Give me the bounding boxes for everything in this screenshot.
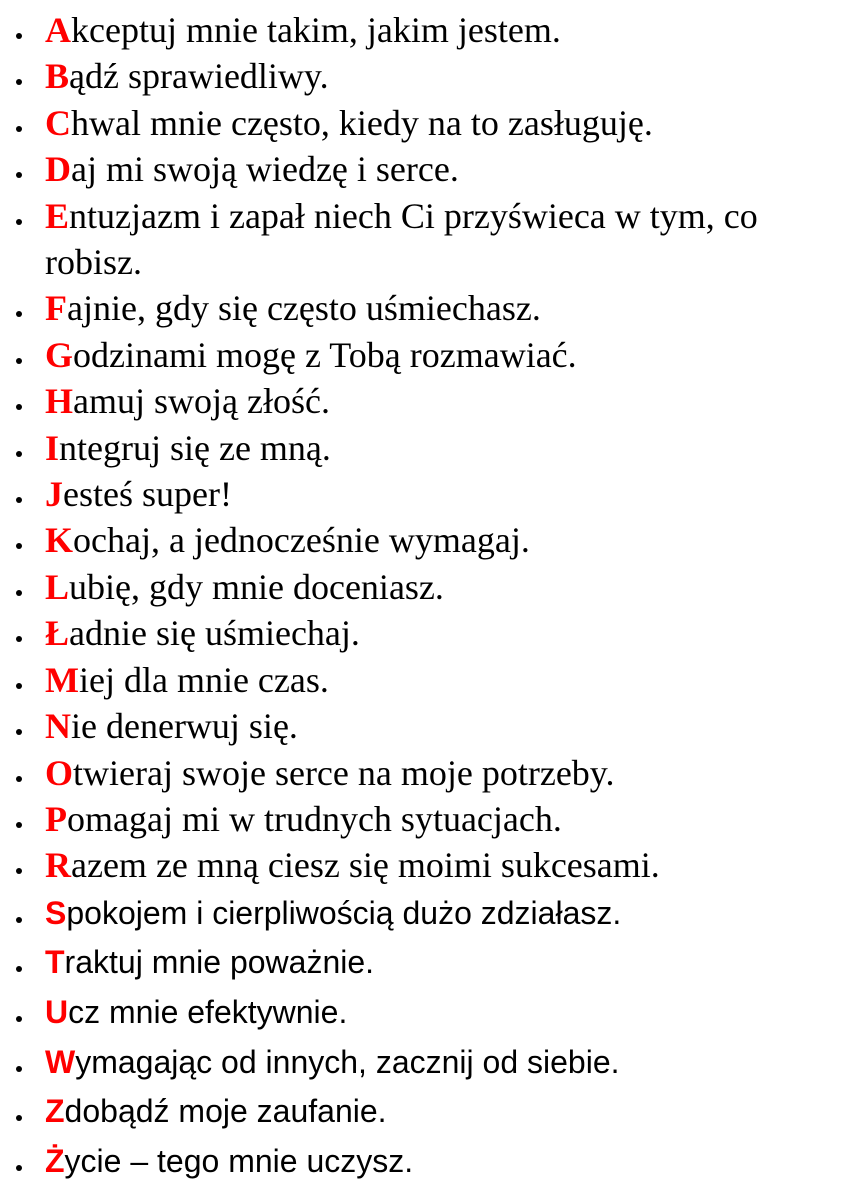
initial-letter: Ż (45, 1142, 65, 1179)
initial-letter: M (45, 659, 79, 700)
list-item (0, 1087, 847, 1137)
list-item (0, 332, 847, 378)
initial-letter: S (45, 894, 67, 931)
item-text: iej dla mnie czas. (78, 659, 329, 700)
item-text: ochaj, a jednocześnie wymagaj. (73, 520, 530, 561)
list-item (0, 610, 847, 656)
list-item (0, 657, 847, 703)
list-item (0, 564, 847, 610)
item-text: raktuj mnie poważnie. (64, 944, 375, 981)
item-text: dobądź moje zaufanie. (64, 1093, 387, 1130)
item-text: kceptuj mnie takim, jakim jestem. (71, 10, 561, 50)
initial-letter: G (45, 334, 74, 375)
list-item (0, 517, 847, 563)
list-item (0, 988, 847, 1038)
initial-letter: F (45, 288, 67, 329)
initial-letter: Ł (45, 613, 70, 654)
item-text: ajnie, gdy się często uśmiechasz. (67, 288, 541, 329)
item-text: cz mnie efektywnie. (68, 993, 348, 1030)
item-text: aj mi swoją wiedzę i serce. (71, 149, 459, 190)
item-text: amuj swoją złość. (73, 381, 330, 422)
list-item (0, 1038, 847, 1088)
list-item (0, 193, 847, 286)
list-item (0, 938, 847, 988)
item-text: ntuzjazm i zapał niech Ci przyświeca w tym, co robisz. (45, 195, 758, 283)
item-text: ntegruj się ze mną. (59, 427, 331, 468)
item-text: adnie się uśmiechaj. (69, 613, 360, 654)
list-item (0, 53, 847, 99)
item-text: hwal mnie często, kiedy na to zasługuję. (71, 102, 653, 143)
list-item (0, 842, 847, 888)
initial-letter: O (45, 752, 74, 793)
item-text: twieraj swoje serce na moje potrzeby. (73, 752, 615, 793)
list-item (0, 703, 847, 749)
item-text: esteś super! (63, 474, 232, 515)
initial-letter: T (45, 944, 65, 981)
item-text: ubię, gdy mnie doceniasz. (69, 566, 444, 607)
item-text: ie denerwuj się. (71, 706, 298, 747)
list-item (0, 796, 847, 842)
initial-letter: U (45, 993, 69, 1030)
initial-letter: L (45, 566, 70, 607)
item-text: odzinami mogę z Tobą rozmawiać. (73, 334, 577, 375)
initial-letter: P (45, 798, 67, 839)
initial-letter: Z (45, 1093, 65, 1130)
list-item (0, 7, 847, 53)
initial-letter: W (45, 1043, 76, 1080)
initial-letter: B (45, 56, 70, 97)
item-text: pokojem i cierpliwością dużo zdziałasz. (66, 894, 622, 931)
list-item (0, 378, 847, 424)
list-item (0, 750, 847, 796)
initial-letter: C (45, 102, 71, 143)
initial-letter: E (45, 195, 70, 236)
list-item (0, 285, 847, 331)
initial-letter: N (45, 706, 71, 747)
item-text: azem ze mną ciesz się moimi sukcesami. (71, 845, 660, 886)
list-item (0, 471, 847, 517)
list-item (0, 100, 847, 146)
list-item (0, 146, 847, 192)
acrostic-list (0, 7, 847, 1186)
initial-letter: H (45, 381, 74, 422)
list-item (0, 425, 847, 471)
item-text: ądź sprawiedliwy. (69, 56, 329, 97)
item-text: ymagając od innych, zacznij od siebie. (75, 1043, 620, 1080)
initial-letter: I (45, 427, 60, 468)
item-text: ycie – tego mnie uczysz. (64, 1142, 414, 1179)
initial-letter: K (45, 520, 74, 561)
list-item (0, 1137, 847, 1187)
list-item (0, 889, 847, 939)
initial-letter: R (45, 845, 71, 886)
item-text: omagaj mi w trudnych sytuacjach. (67, 798, 562, 839)
initial-letter: J (45, 474, 63, 515)
initial-letter: D (45, 149, 71, 190)
initial-letter: A (45, 10, 71, 50)
